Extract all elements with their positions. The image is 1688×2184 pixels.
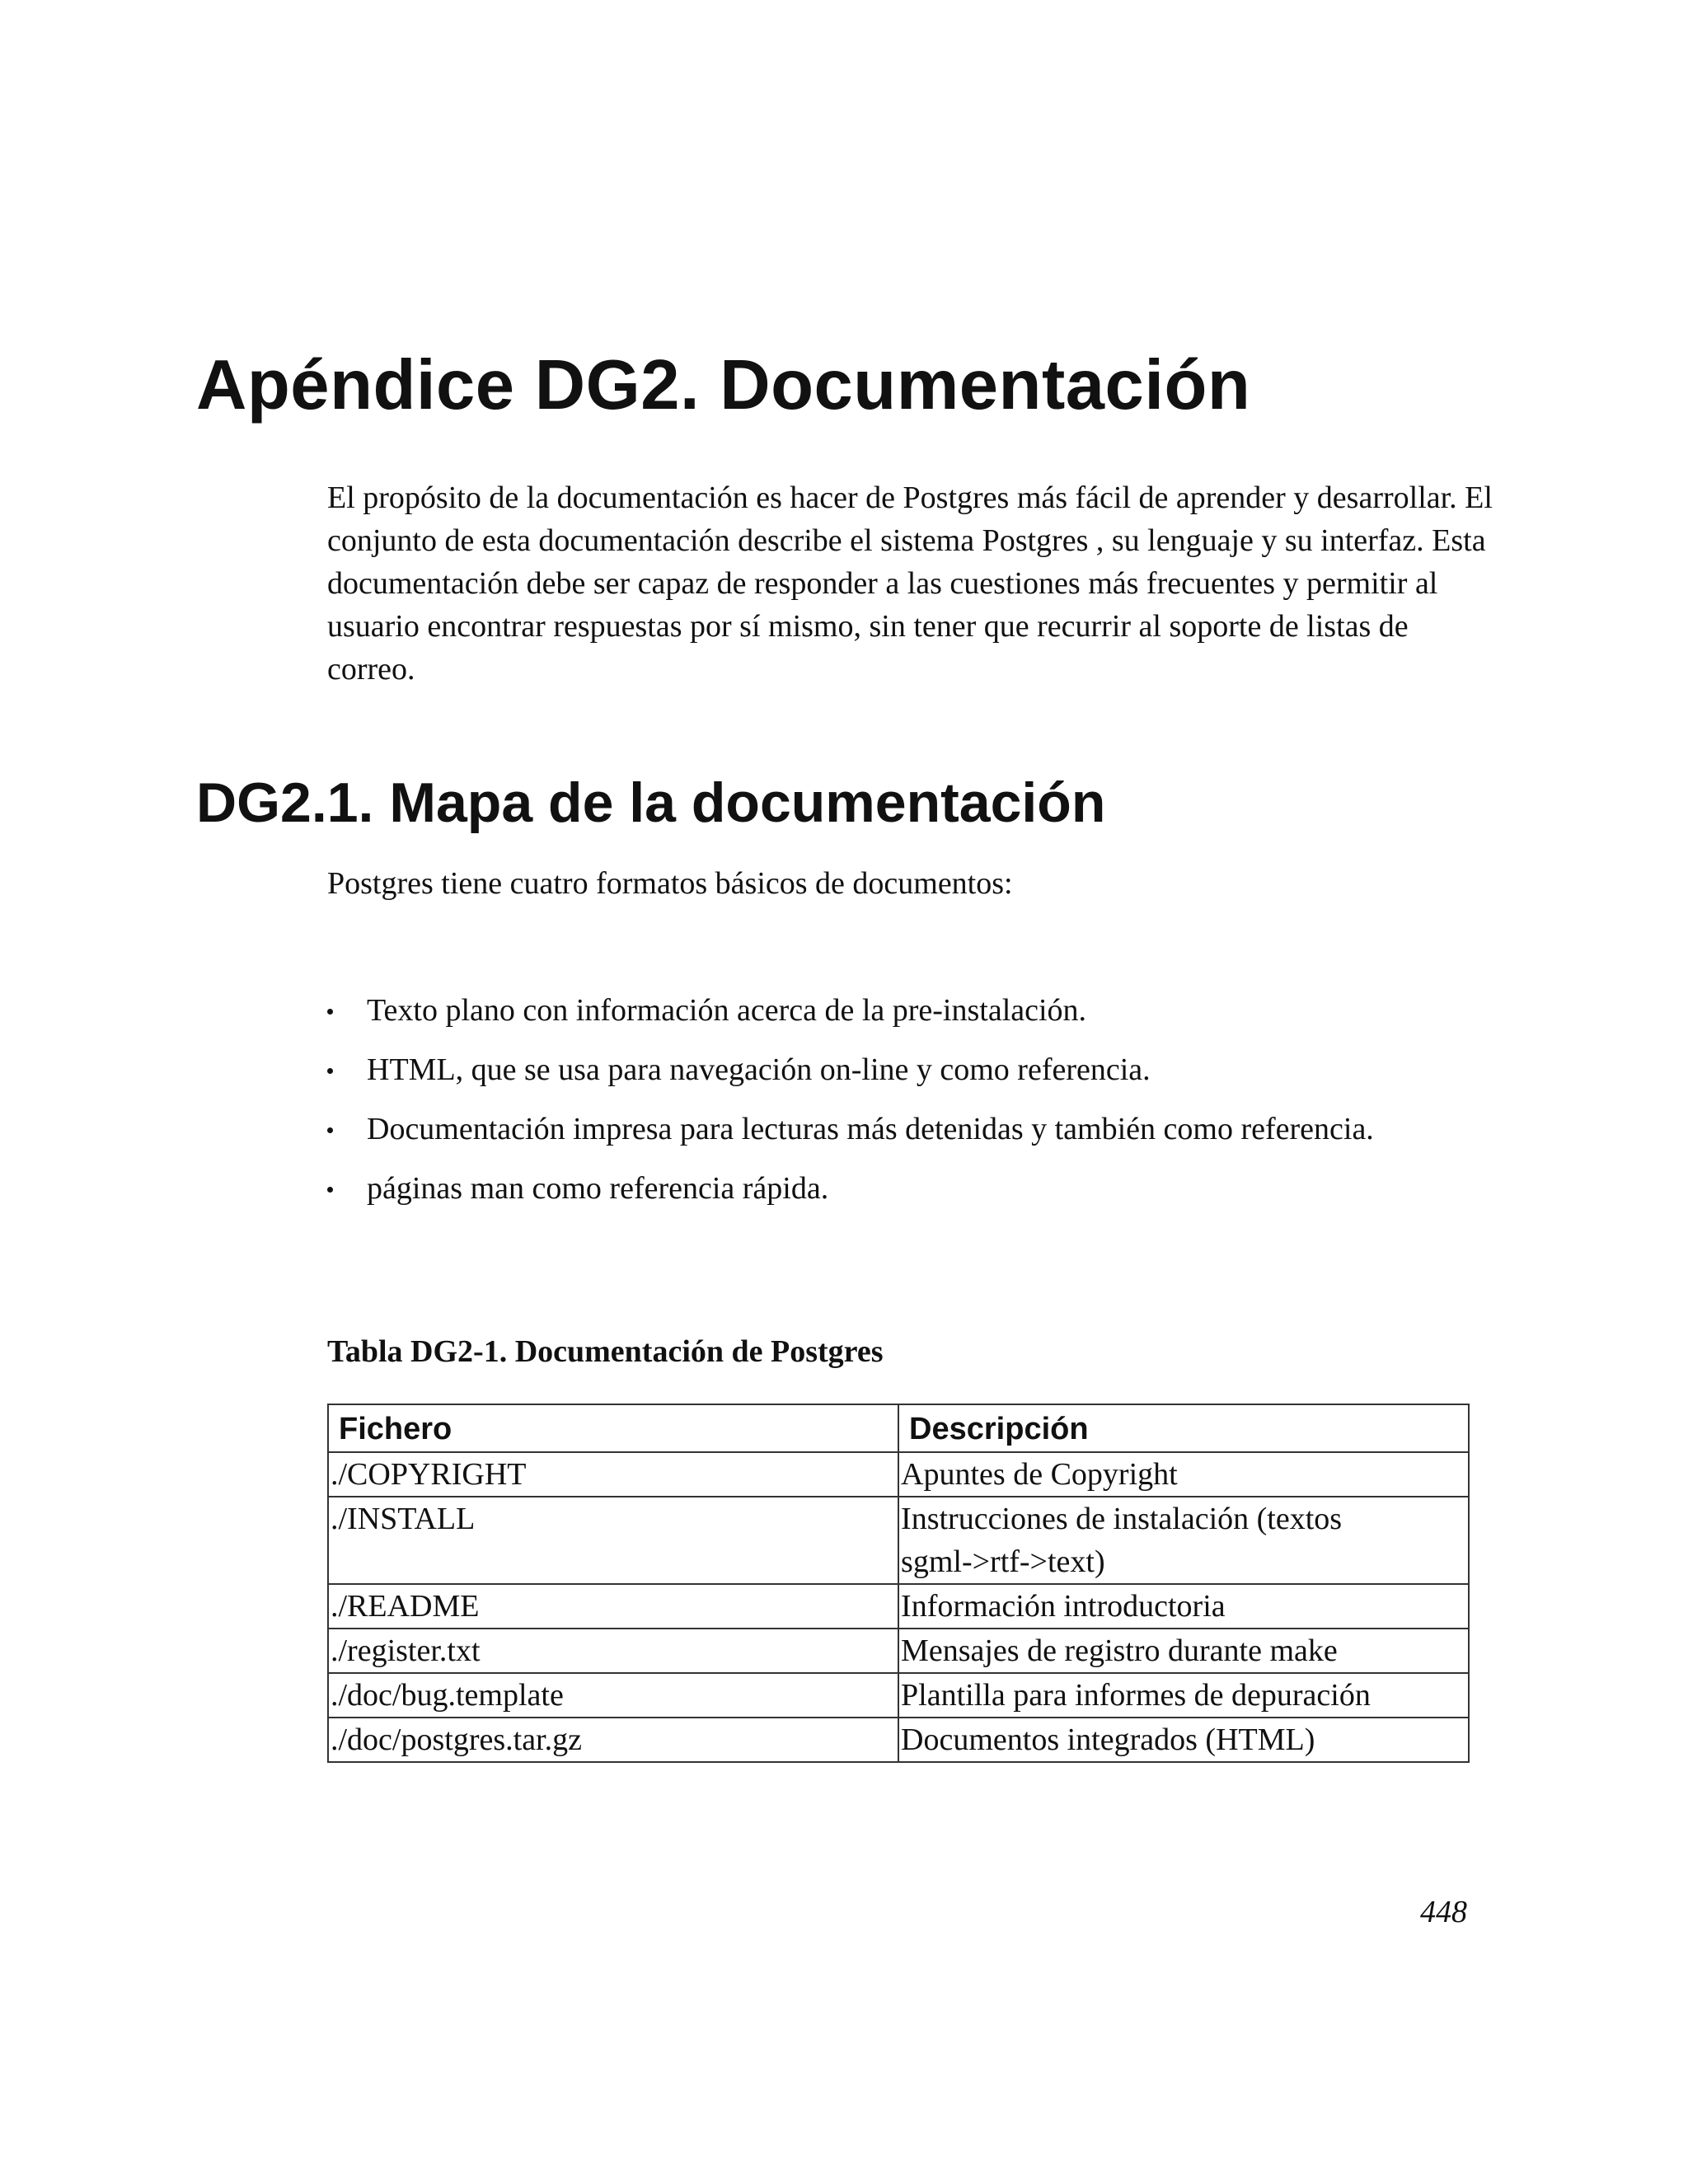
cell-file: ./COPYRIGHT xyxy=(328,1452,898,1497)
cell-description: Documentos integrados (HTML) xyxy=(898,1718,1469,1762)
list-item-text: Texto plano con información acerca de la pre-instalación. xyxy=(367,993,1087,1028)
list-item xyxy=(327,1167,1522,1226)
table-row xyxy=(328,1629,1469,1673)
documentation-table xyxy=(327,1404,1470,1763)
cell-file: ./doc/postgres.tar.gz xyxy=(328,1718,898,1762)
column-header-descripcion: Descripción xyxy=(898,1404,1469,1452)
list-item xyxy=(327,989,1522,1048)
table-header-row xyxy=(328,1404,1469,1452)
bullet-icon xyxy=(327,1127,333,1133)
list-item xyxy=(327,1048,1522,1108)
page-number: 448 xyxy=(1420,1895,1467,1929)
section-title: DG2.1. Mapa de la documentación xyxy=(196,771,1106,834)
bullet-icon xyxy=(327,1068,333,1074)
cell-file: ./INSTALL xyxy=(328,1497,898,1584)
table-row xyxy=(328,1497,1469,1584)
list-item-text: páginas man como referencia rápida. xyxy=(367,1171,829,1206)
cell-file: ./doc/bug.template xyxy=(328,1673,898,1718)
bullet-icon xyxy=(327,1187,333,1193)
cell-description: Mensajes de registro durante make xyxy=(898,1629,1469,1673)
list-item xyxy=(327,1108,1522,1167)
table-row xyxy=(328,1584,1469,1629)
section-lead-paragraph: Postgres tiene cuatro formatos básicos de documentos: xyxy=(327,866,1013,901)
cell-description: Plantilla para informes de depuración xyxy=(898,1673,1469,1718)
table-caption: Tabla DG2-1. Documentación de Postgres xyxy=(327,1334,884,1369)
cell-description: Información introductoria xyxy=(898,1584,1469,1629)
intro-paragraph: El propósito de la documentación es hacer de Postgres más fácil de aprender y desarrollar. El conjunto de esta documentación describe el sistema Postgres , su lenguaje y su interfaz. Esta documentación debe ser capaz de responder a las cuestiones más frecuentes y permitir al usuario encontrar respuestas por sí mismo, sin tener que recurrir al soporte de listas de correo. xyxy=(327,480,1493,687)
cell-file: ./register.txt xyxy=(328,1629,898,1673)
table-row xyxy=(328,1718,1469,1762)
table-row xyxy=(328,1673,1469,1718)
chapter-title: Apéndice DG2. Documentación xyxy=(196,346,1251,424)
bullet-icon xyxy=(327,1009,333,1015)
cell-file: ./README xyxy=(328,1584,898,1629)
cell-description: Instrucciones de instalación (textos sgml->rtf->text) xyxy=(898,1497,1469,1584)
list-item-text: Documentación impresa para lecturas más detenidas y también como referencia. xyxy=(367,1112,1374,1146)
cell-description: Apuntes de Copyright xyxy=(898,1452,1469,1497)
column-header-fichero: Fichero xyxy=(328,1404,898,1452)
formats-bullet-list xyxy=(327,989,1522,1226)
table-row xyxy=(328,1452,1469,1497)
list-item-text: HTML, que se usa para navegación on-line y como referencia. xyxy=(367,1052,1151,1087)
